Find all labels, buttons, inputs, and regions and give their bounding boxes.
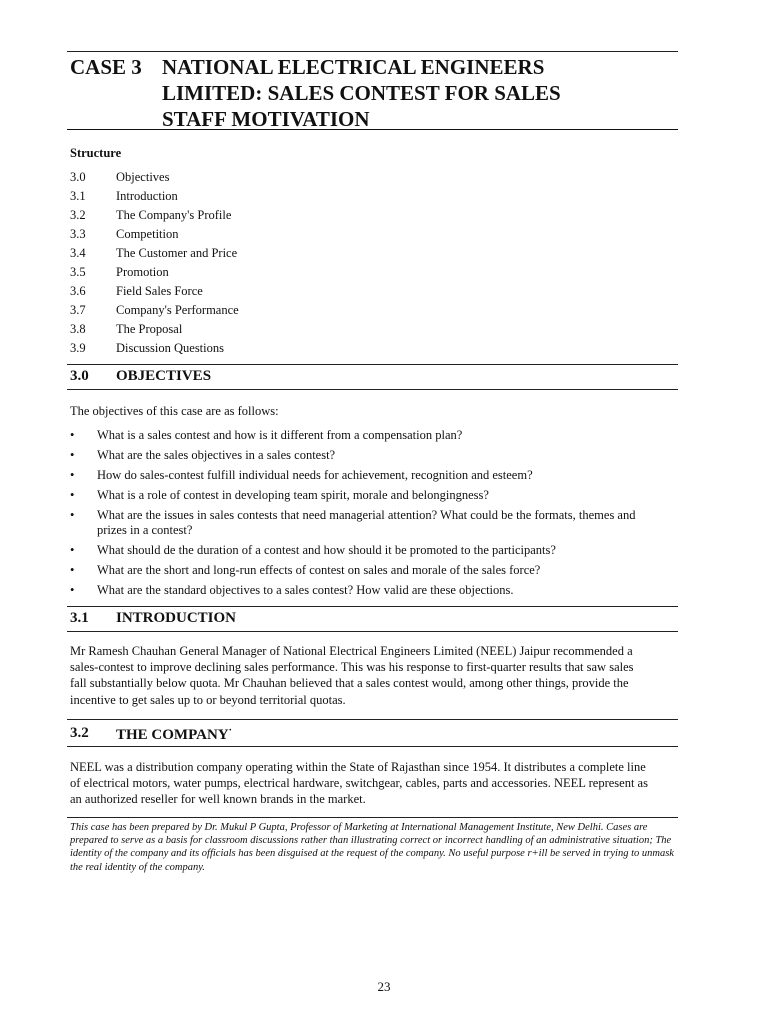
- toc-label: Competition: [116, 227, 179, 241]
- toc-number: 3.9: [70, 341, 86, 355]
- toc-number: 3.6: [70, 284, 86, 298]
- section-title: THE COMPANY: [116, 727, 229, 743]
- toc-label: Company's Performance: [116, 303, 239, 317]
- toc-number: 3.2: [70, 208, 86, 222]
- list-item-text: What is a sales contest and how is it different from a compensation plan?: [97, 428, 463, 442]
- footnote: This case has been prepared by Dr. Mukul P Gupta, Professor of Marketing at International Management Institute, New Delhi. Cases are prepared to serve as a basis for classroom discussions rather than illustrating correct or incorrect handling of an administrative situation; The identity of the company and its officials has been disguised at the request of the company. No useful purpose r+ill be served in trying to unmask the real identity of the company.: [70, 822, 674, 873]
- section-title: OBJECTIVES: [116, 368, 212, 384]
- bullet: •: [70, 468, 75, 482]
- bullet: •: [70, 428, 75, 442]
- bullet: •: [70, 508, 75, 522]
- bullet: •: [70, 563, 75, 577]
- footnote-marker: ·: [228, 725, 232, 736]
- toc-number: 3.5: [70, 265, 86, 279]
- section-title: INTRODUCTION: [116, 610, 237, 626]
- list-item-text: What are the standard objectives to a sales contest? How valid are these objections.: [97, 583, 514, 597]
- toc-number: 3.0: [70, 170, 86, 184]
- title-line-2: LIMITED: SALES CONTEST FOR SALES: [162, 81, 561, 105]
- list-item-text: What is a role of contest in developing team spirit, morale and belongingness?: [97, 488, 489, 502]
- toc-label: The Customer and Price: [116, 246, 238, 260]
- introduction-paragraph: Mr Ramesh Chauhan General Manager of National Electrical Engineers Limited (NEEL) Jaipur recommended a sales-contest to improve declining sales performance. This was his response to first-quarter results that saw sales fall substantially below quota. Mr Chauhan believed that a sales contest would, among other things, provide the incentive to get sales up to or beyond territorial quotas.: [70, 644, 634, 707]
- toc-label: Objectives: [116, 170, 170, 184]
- footnote-rule: [67, 817, 678, 818]
- title-bottom-rule: [67, 129, 678, 130]
- title-line-1: NATIONAL ELECTRICAL ENGINEERS: [162, 55, 545, 79]
- section-rule: [67, 746, 678, 747]
- toc-number: 3.1: [70, 189, 86, 203]
- section-number: 3.2: [70, 725, 89, 741]
- toc-label: Discussion Questions: [116, 341, 224, 355]
- toc-label: Field Sales Force: [116, 284, 203, 298]
- case-label: CASE 3: [70, 55, 142, 79]
- section-rule: [67, 389, 678, 390]
- company-paragraph: NEEL was a distribution company operating within the State of Rajasthan since 1954. It distributes a complete line of electrical motors, water pumps, electrical hardware, switchgear, cables, parts and accessories. NEEL represent as an authorized reseller for well known brands in the market.: [70, 760, 648, 807]
- toc-number: 3.4: [70, 246, 86, 260]
- toc-number: 3.7: [70, 303, 86, 317]
- list-item-text: What should de the duration of a contest and how should it be promoted to the participants?: [97, 543, 556, 557]
- list-item-text: What are the issues in sales contests that need managerial attention? What could be the formats, themes and prizes in a contest?: [97, 508, 636, 537]
- list-item-text: How do sales-contest fulfill individual needs for achievement, recognition and esteem?: [97, 468, 533, 482]
- list-item-text: What are the short and long-run effects of contest on sales and morale of the sales force?: [97, 563, 541, 577]
- bullet: •: [70, 583, 75, 597]
- bullet: •: [70, 488, 75, 502]
- section-rule: [67, 364, 678, 365]
- section-title-wrap: [116, 725, 232, 744]
- top-rule: [67, 51, 678, 52]
- section-rule: [67, 719, 678, 720]
- section-number: 3.1: [70, 610, 89, 626]
- title-line-3: STAFF MOTIVATION: [162, 107, 370, 131]
- toc-label: The Company's Profile: [116, 208, 232, 222]
- structure-heading: Structure: [70, 146, 122, 160]
- section-number: 3.0: [70, 368, 89, 384]
- toc-label: The Proposal: [116, 322, 183, 336]
- bullet: •: [70, 543, 75, 557]
- toc-label: Promotion: [116, 265, 169, 279]
- toc-number: 3.3: [70, 227, 86, 241]
- toc-number: 3.8: [70, 322, 86, 336]
- list-item-text: What are the sales objectives in a sales contest?: [97, 448, 336, 462]
- bullet: •: [70, 448, 75, 462]
- page-number: 23: [377, 979, 391, 994]
- toc-label: Introduction: [116, 189, 178, 203]
- section-rule: [67, 606, 678, 607]
- section-rule: [67, 631, 678, 632]
- objectives-intro: The objectives of this case are as follows:: [70, 404, 279, 418]
